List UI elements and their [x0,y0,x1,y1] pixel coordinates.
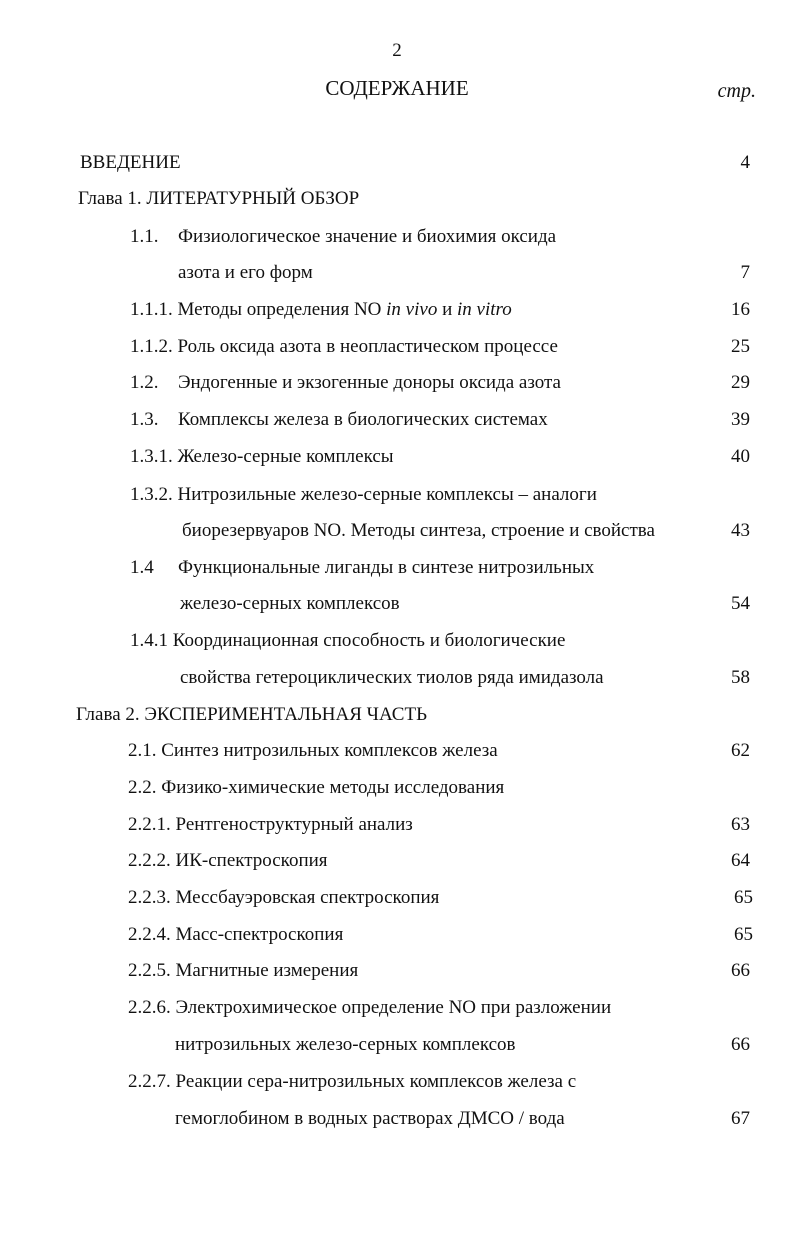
toc-section-number: 1.1.1. [130,299,173,320]
toc-entry-continuation: азота и его форм [178,262,313,283]
page-column-label: стр. [717,80,756,102]
toc-section-number: 1.3.1. [130,446,173,467]
toc-section-number: 1.3.2. [130,484,173,505]
toc-page-number: 29 [731,372,750,393]
toc-page-number: 64 [731,850,750,871]
toc-text-part: Железо-серные комплексы [177,446,394,467]
toc-entry-text: 2.2.1. Рентгеноструктурный анализ [128,814,413,835]
toc-entry-continuation: гемоглобином в водных растворах ДМСО / вода [175,1108,565,1129]
toc-page-number: 16 [731,299,750,320]
toc-entry-text: 2.2.3. Мессбауэровская спектроскопия [128,887,440,908]
toc-page-number: 66 [731,960,750,981]
toc-chapter-1: Глава 1. ЛИТЕРАТУРНЫЙ ОБЗОР [78,188,360,209]
toc-entry-text [130,443,394,471]
toc-entry-text: Эндогенные и экзогенные доноры оксида азота [178,372,561,393]
toc-page-number: 39 [731,409,750,430]
toc-page-number: 58 [731,667,750,688]
toc-text-italic: in vivo [386,299,438,320]
toc-entry-continuation: свойства гетероциклических тиолов ряда имидазола [180,667,604,688]
toc-page-number: 63 [731,814,750,835]
toc-section-number: 1.3. [130,409,159,430]
toc-entry-continuation: нитрозильных железо-серных комплексов [175,1034,516,1055]
toc-entry-text [130,333,558,361]
toc-section-number: 1.2. [130,372,159,393]
toc-entry-text: Физиологическое значение и биохимия оксида [178,226,557,247]
toc-entry-text: 2.1. Синтез нитрозильных комплексов железа [128,740,498,761]
toc-page-number: 67 [731,1108,750,1129]
toc-text-part: Нитрозильные железо-серные комплексы – аналоги [177,484,597,505]
toc-section-number: 1.1.2. [130,336,173,357]
toc-page-number: 43 [731,520,750,541]
toc-entry-text: 2.2.5. Магнитные измерения [128,960,359,981]
toc-page-number: 7 [740,262,750,283]
toc-page-number: 54 [731,593,750,614]
toc-page-number: 25 [731,336,750,357]
toc-section-number: 1.4.1 [130,630,168,651]
toc-text-part: Координационная способность и биологические [172,630,566,651]
toc-section-number: 1.4 [130,557,154,578]
toc-entry-text: 2.2.6. Электрохимическое определение NO при разложении [128,997,612,1018]
toc-page-number: 65 [734,887,753,908]
toc-entry-text: Функциональные лиганды в синтезе нитрозильных [178,557,595,578]
toc-entry-text: 2.2.2. ИК-спектроскопия [128,850,328,871]
toc-entry-text: 2.2. Физико-химические методы исследования [128,777,505,798]
page-title: СОДЕРЖАНИЕ [325,76,469,100]
toc-entry-text [130,481,597,509]
toc-entry-text [130,627,565,655]
page-number: 2 [392,40,402,61]
toc-page-number: 4 [740,152,750,173]
toc-entry-continuation: железо-серных комплексов [180,593,400,614]
toc-text-part: Роль оксида азота в неопластическом процессе [177,336,558,357]
toc-page-number: 66 [731,1034,750,1055]
toc-text-part: и [437,299,458,320]
toc-text-part: Методы определения NO [177,299,387,320]
toc-page-number: 62 [731,740,750,761]
toc-text-italic: in vitro [457,299,512,320]
toc-entry-continuation: биорезервуаров NO. Методы синтеза, строение и свойства [182,520,655,541]
toc-chapter-2: Глава 2. ЭКСПЕРИМЕНТАЛЬНАЯ ЧАСТЬ [76,704,427,725]
toc-page-number: 65 [734,924,753,945]
toc-section-number: 1.1. [130,226,159,247]
toc-entry-text: 2.2.7. Реакции сера-нитрозильных комплексов железа с [128,1071,577,1092]
toc-entry-text: Комплексы железа в биологических системах [178,409,548,430]
toc-entry-text: 2.2.4. Масс-спектроскопия [128,924,344,945]
toc-page-number: 40 [731,446,750,467]
toc-entry-text [130,296,512,324]
toc-entry-introduction: ВВЕДЕНИЕ [80,152,181,173]
